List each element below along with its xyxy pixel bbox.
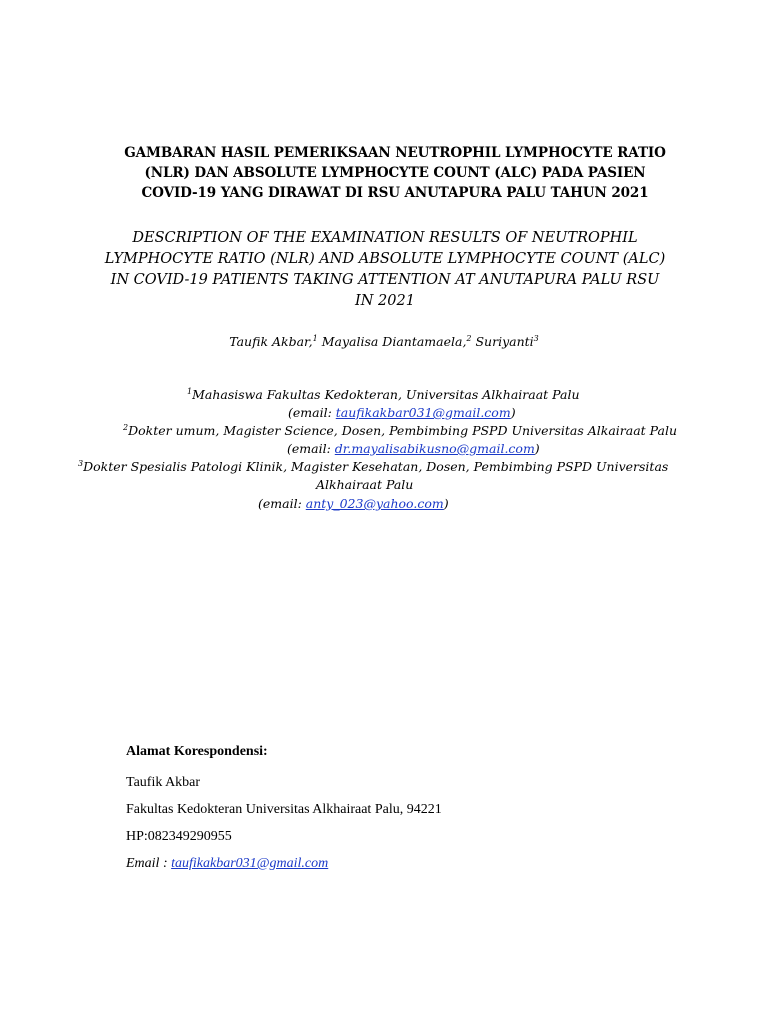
email-label: Email : [126,856,172,871]
affiliation-superscript: 3 [78,458,84,468]
email-link[interactable]: dr.mayalisabikusno@gmail.com [334,441,535,456]
author-name: Suriyanti [471,334,534,349]
email-prefix: (email: [258,496,306,511]
author-superscript: 2 [466,333,472,343]
title-id-line-3: COVID-19 YANG DIRAWAT DI RSU ANUTAPURA PALU TAHUN 2021 [141,185,649,201]
correspondence-email-line [126,855,328,873]
correspondence-heading: Alamat Korespondensi: [126,744,268,759]
title-english [60,228,710,312]
title-en-line-4: IN 2021 [355,293,415,309]
affiliation-3-line-2 [316,476,413,494]
affiliation-superscript: 2 [123,422,129,432]
affiliation-text: Alkhairaat Palu [316,477,414,492]
email-suffix: ) [534,441,540,456]
email-prefix: (email: [288,405,336,420]
affiliation-1-email-line [288,404,516,422]
title-id-line-1: GAMBARAN HASIL PEMERIKSAAN NEUTROPHIL LYMPHOCYTE RATIO [124,145,666,161]
author-list [0,333,768,351]
email-suffix: ) [443,496,449,511]
email-suffix: ) [510,405,516,420]
affiliation-2-email-line [287,440,540,458]
email-link[interactable]: anty_023@yahoo.com [305,496,444,511]
email-link[interactable]: taufikakbar031@gmail.com [171,856,329,871]
affiliation-text: Dokter umum, Magister Science, Dosen, Pembimbing PSPD Universitas Alkairaat Palu [128,423,678,438]
author-superscript: 1 [312,333,318,343]
affiliation-3-email-line [258,495,449,513]
affiliation-2 [123,422,677,440]
title-en-line-3: IN COVID-19 PATIENTS TAKING ATTENTION AT ANUTAPURA PALU RSU [110,272,660,288]
title-en-line-2: LYMPHOCYTE RATIO (NLR) AND ABSOLUTE LYMPHOCYTE COUNT (ALC) [104,251,666,267]
title-en-line-1: DESCRIPTION OF THE EXAMINATION RESULTS OF NEUTROPHIL [132,230,638,246]
email-link[interactable]: taufikakbar031@gmail.com [335,405,511,420]
author-superscript: 3 [533,333,539,343]
affiliation-3 [78,458,668,476]
email-prefix: (email: [287,441,335,456]
correspondence-address: Fakultas Kedokteran Universitas Alkhairaat Palu, 94221 [126,802,442,817]
affiliation-text: Dokter Spesialis Patologi Klinik, Magister Kesehatan, Dosen, Pembimbing PSPD Universitas [83,459,669,474]
author-name: Taufik Akbar, [229,334,313,349]
author-name: Mayalisa Diantamaela, [317,334,467,349]
correspondence-phone: HP:082349290955 [126,829,232,844]
affiliation-text: Mahasiswa Fakultas Kedokteran, Universitas Alkhairaat Palu [192,387,580,402]
affiliation-superscript: 1 [187,386,193,396]
title-id-line-2: (NLR) DAN ABSOLUTE LYMPHOCYTE COUNT (ALC) PADA PASIEN [144,165,646,181]
correspondence-name: Taufik Akbar [126,775,201,790]
title-indonesian [100,143,690,203]
affiliation-1 [187,386,580,404]
